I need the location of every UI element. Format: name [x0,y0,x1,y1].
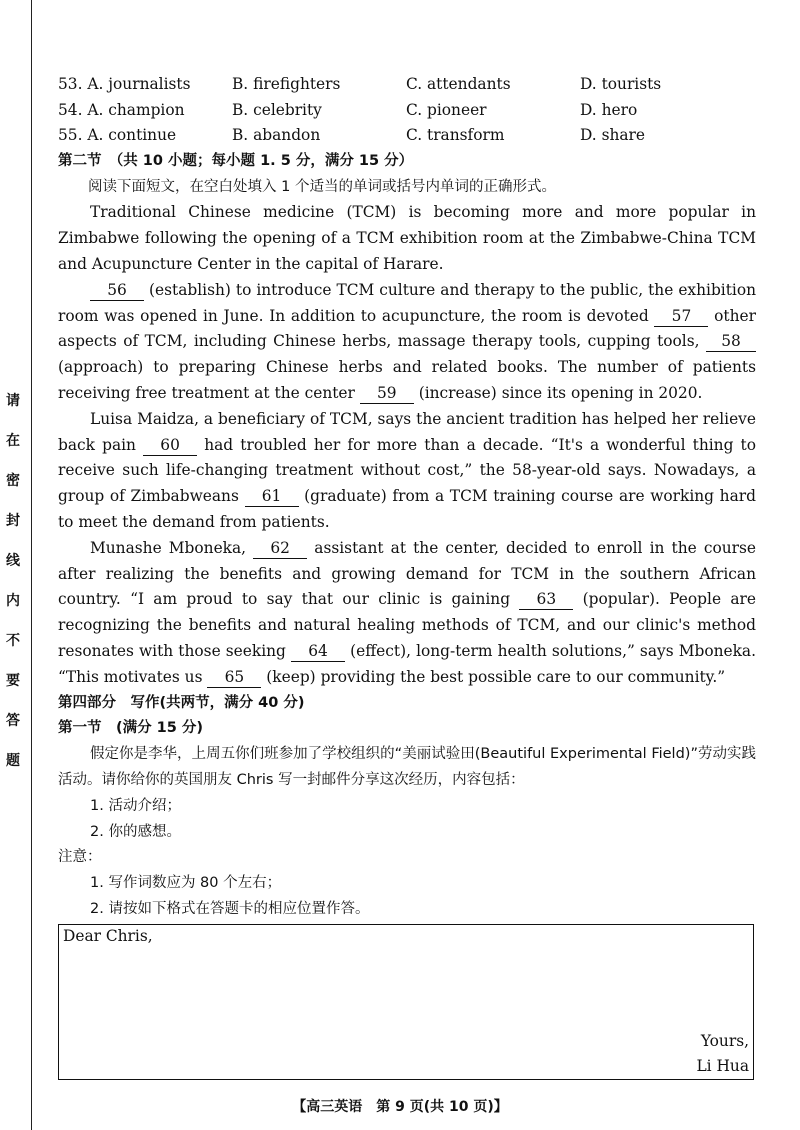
blank-64[interactable]: 64 [291,641,345,662]
section-2-title: 第二节 （共 10 小题；每小题 1. 5 分，满分 15 分） [58,152,414,169]
text: Luisa Maidza, a beneficiary of TCM, says the ancient tradition has helped her relieve back pain [58,409,756,454]
blank-62[interactable]: 62 [253,538,307,559]
writing-requirement: 1. 活动介绍； [90,797,181,814]
seal-char: 密 [6,473,20,489]
page-footer: 【高三英语 第 9 页(共 10 页)】 [292,1099,508,1115]
letter-closing: Yours, [700,1032,749,1050]
seal-char: 答 [6,713,20,729]
binding-margin-line [31,0,32,1130]
blank-57[interactable]: 57 [654,306,708,327]
text: (establish) to introduce TCM culture and therapy to the public, the exhibition room was opened in June. In addition to acupuncture, the room is devoted [58,280,756,325]
writing-prompt: 假定你是李华，上周五你们班参加了学校组织的“美丽试验田(Beautiful Experimental Field)”劳动实践活动。请你给你的英国朋友 Chris 写一封邮件分享这次经历，内容包括： [58,746,756,788]
section-2-instruction: 阅读下面短文，在空白处填入 1 个适当的单词或括号内单词的正确形式。 [88,178,556,195]
letter-answer-box[interactable] [58,924,754,1080]
seal-char: 题 [6,753,20,769]
text: assistant at the center, decided to enroll in the course after realizing the benefits and growing demand for TCM in the southern African country. “I am proud to say that our clinic is gaining [58,538,756,609]
passage-paragraph-1: Traditional Chinese medicine (TCM) is becoming more and more popular in Zimbabwe following the opening of a TCM exhibition room at the Zimbabwe-China TCM and Acupuncture Center in the capital of Harare. [58,203,756,273]
text: other aspects of TCM, including Chinese herbs, massage therapy tools, cupping tools, [58,306,756,351]
seal-char: 不 [6,633,20,649]
option-54-c: C. pioneer [406,100,487,119]
blank-65[interactable]: 65 [207,667,261,688]
exam-page [58,72,756,923]
text: Munashe Mboneka, [90,538,254,557]
passage-paragraph-3 [58,407,756,536]
seal-char: 内 [6,593,20,609]
letter-signature: Li Hua [696,1057,749,1075]
writing-note: 2. 请按如下格式在答题卡的相应位置作答。 [90,900,370,917]
passage-paragraph-4 [58,536,756,691]
option-54-d: D. hero [580,100,638,119]
option-55-d: D. share [580,126,646,145]
blank-56[interactable]: 56 [90,280,144,301]
seal-char: 请 [6,393,20,409]
blank-61[interactable]: 61 [245,486,299,507]
part-4-title: 第四部分 写作(共两节，满分 40 分) [58,694,305,711]
option-53-a: 53. A. journalists [58,75,191,93]
option-55-b: B. abandon [232,126,321,145]
seal-char: 线 [6,553,20,569]
seal-char: 要 [6,673,20,689]
letter-greeting: Dear Chris, [63,927,153,945]
blank-60[interactable]: 60 [143,435,197,456]
option-54-a: 54. A. champion [58,100,185,119]
blank-59[interactable]: 59 [360,383,414,404]
option-55-c: C. transform [406,126,505,145]
part-4-section-1-title: 第一节 (满分 15 分) [58,720,204,737]
text: (approach) to preparing Chinese herbs and related books. The number of patients receiving free treatment at the center [58,358,756,402]
text: (increase) since its opening in 2020. [413,383,703,402]
text: (graduate) from a TCM training course are working hard to meet the demand from patients. [58,487,756,531]
text: (popular). People are recognizing the benefits and natural healing methods of TCM, and our clinic's method resonates with those seeking [58,590,756,660]
text: had troubled her for more than a decade. “It's a wonderful thing to receive such life-changing treatment without cost,” the 58-year-old says. Nowadays, a group of Zimbabweans [58,435,756,506]
option-55-a: 55. A. continue [58,126,177,145]
seal-char: 在 [6,433,20,449]
passage-paragraph-2 [58,278,756,407]
writing-requirement: 2. 你的感想。 [90,823,181,840]
option-53-b: B. firefighters [232,75,341,93]
question-55-options [58,123,756,149]
blank-58[interactable]: 58 [706,331,756,352]
option-54-b: B. celebrity [232,100,322,119]
question-53-options [58,72,756,98]
writing-note: 1. 写作词数应为 80 个左右； [90,875,282,892]
notes-label: 注意： [58,849,102,866]
text: (keep) providing the best possible care to our community.” [261,667,726,686]
letter-closing-block [696,1029,749,1079]
text: (effect), long-term health solutions,” says Mboneka. “This motivates us [58,641,756,686]
blank-63[interactable]: 63 [519,589,573,610]
question-54-options [58,98,756,124]
option-53-d: D. tourists [580,75,662,93]
seal-line-notice [4,390,22,770]
seal-char: 封 [6,513,20,529]
option-53-c: C. attendants [406,75,511,93]
